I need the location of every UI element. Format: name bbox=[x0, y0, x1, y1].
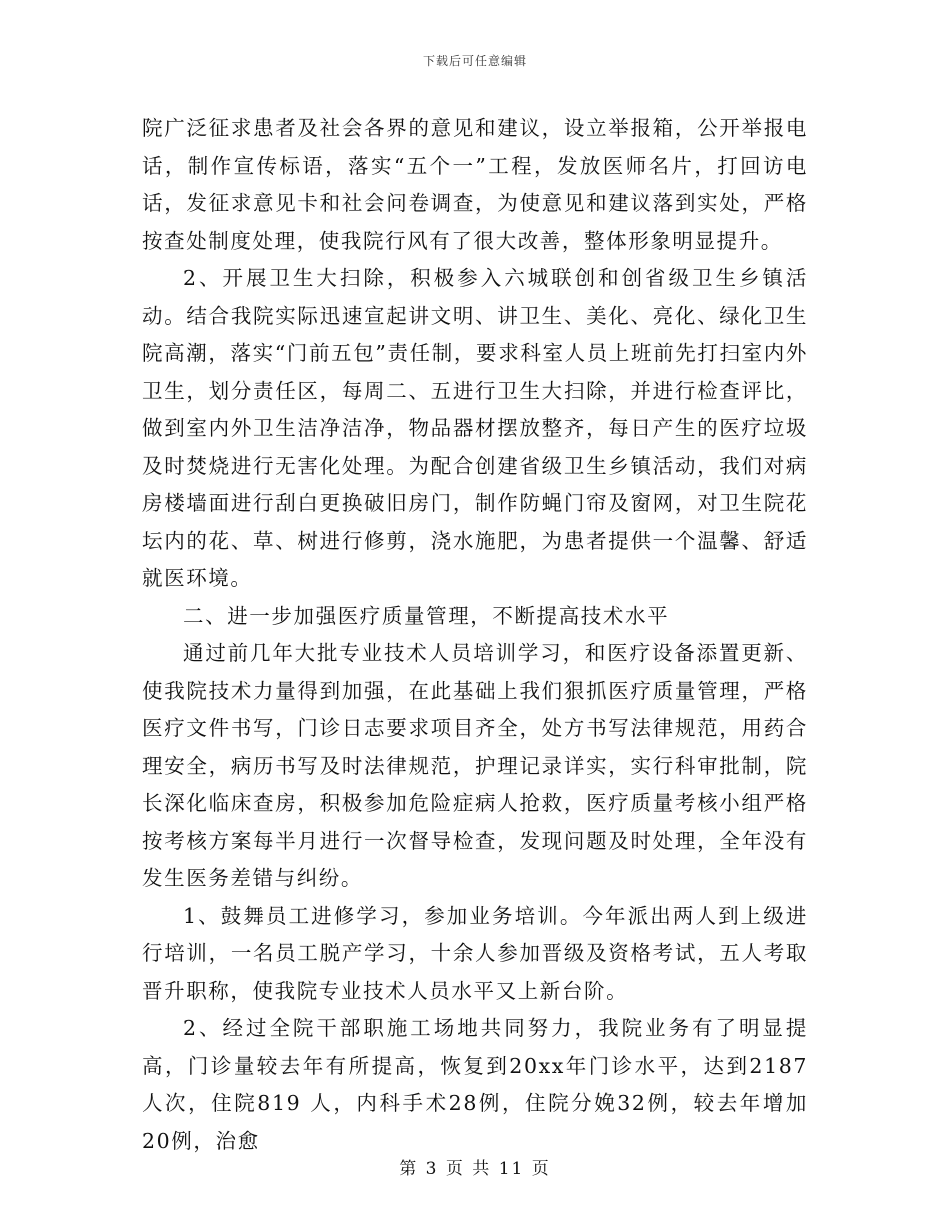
paragraph-quality-management: 通过前几年大批专业技术人员培训学习，和医疗设备添置更新、使我院技术力量得到加强，在此基础上我们狠抓医疗质量管理，严格医疗文件书写，门诊日志要求项目齐全，处方书写法律规范，用药合理安全，病历书写及时法律规范，护理记录详实，实行科审批制，院长深化临床查房，积极参加危险症病人抢救，医疗质量考核小组严格按考核方案每半月进行一次督导检查，发现问题及时处理，全年没有发生医务差错与纠纷。 bbox=[142, 641, 808, 890]
paragraph-continuation: 院广泛征求患者及社会各界的意见和建议，设立举报箱，公开举报电话，制作宣传标语，落实“五个一”工程，发放医师名片，打回访电话，发征求意见卡和社会问卷调查，为使意见和建议落到实处，严格按查处制度处理，使我院行风有了很大改善，整体形象明显提升。 bbox=[142, 116, 808, 253]
section-heading: 二、进一步加强医疗质量管理，不断提高技术水平 bbox=[183, 603, 670, 628]
page-header: 下载后可任意编辑 bbox=[422, 54, 527, 68]
page-footer: 第 3 页 共 11 页 bbox=[399, 1159, 551, 1179]
paragraph-sanitation: 2、开展卫生大扫除，积极参入六城联创和创省级卫生乡镇活动。结合我院实际迅速宣起讲文明、讲卫生、美化、亮化、绿化卫生院高潮，落实“门前五包”责任制，要求科室人员上班前先打扫室内外卫生，划分责任区，每周二、五进行卫生大扫除，并进行检查评比，做到室内外卫生洁净洁净，物品器材摆放整齐，每日产生的医疗垃圾及时焚烧进行无害化处理。为配合创建省级卫生乡镇活动，我们对病房楼墙面进行刮白更换破旧房门，制作防蝇门帘及窗网，对卫生院花坛内的花、草、树进行修剪，浇水施肥，为患者提供一个温馨、舒适就医环境。 bbox=[142, 266, 808, 590]
document-body bbox=[142, 110, 808, 1160]
paragraph-training: 1、鼓舞员工进修学习，参加业务培训。今年派出两人到上级进行培训，一名员工脱产学习，十余人参加晋级及资格考试，五人考取晋升职称，使我院专业技术人员水平又上新台阶。 bbox=[142, 903, 808, 1003]
paragraph-business-growth: 2、经过全院干部职施工场地共同努力，我院业务有了明显提高，门诊量较去年有所提高，恢复到20xx年门诊水平，达到2187人次，住院819 人，内科手术28例，住院分娩32例，较去年增加20例，治愈 bbox=[142, 1016, 808, 1153]
